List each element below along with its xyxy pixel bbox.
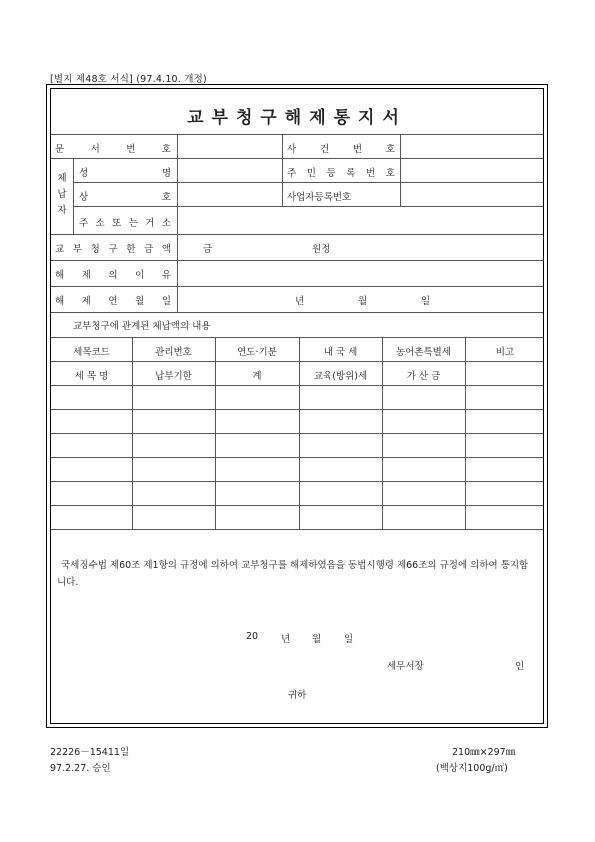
- footer-paper-size: 210㎜×297㎜: [452, 747, 516, 758]
- col-header: 관리번호: [155, 347, 192, 358]
- rule: [73, 158, 74, 234]
- rule: [132, 337, 133, 529]
- col-header: 가 산 금: [406, 371, 441, 382]
- doc-number-label: 문 서 번 호: [55, 144, 171, 155]
- rule: [51, 433, 543, 434]
- rule: [51, 286, 543, 287]
- release-date-label: 해 제 연 월 일: [55, 296, 171, 307]
- rule: [51, 385, 543, 386]
- amount-suffix: 원정: [312, 244, 331, 255]
- rule: [465, 337, 466, 529]
- form-inner: [50, 88, 544, 724]
- rule: [282, 134, 283, 206]
- rule: [51, 260, 543, 261]
- rule: [400, 134, 401, 206]
- col-header: 교육(방위)세: [313, 371, 368, 382]
- footer-approval-number: 22226－15411일: [50, 747, 130, 758]
- col-header: 계: [252, 371, 262, 382]
- trade-name-label: 상 호: [79, 192, 171, 203]
- form-title: 교부청구해제통지서: [187, 108, 407, 128]
- form-frame: [46, 84, 548, 728]
- seal-mark: 인: [515, 661, 525, 672]
- rule: [382, 337, 383, 529]
- rule: [51, 529, 543, 530]
- rule: [51, 361, 543, 362]
- resident-number-label: 주 민 등 록 번 호: [287, 168, 395, 179]
- notice-text: 국세징수법 제60조 제1항의 규정에 의하여 교부청구를 해제하였음을 동법시행령 제66조의 규정에 의하여 통지합니다.: [57, 560, 529, 588]
- recipient-label: 귀하: [288, 690, 307, 701]
- footer-paper-type: (백상지100g/㎡): [436, 763, 508, 774]
- rule: [51, 481, 543, 482]
- date-year-prefix: 20: [246, 631, 259, 642]
- delinquent-label: 체 납 자: [57, 173, 67, 216]
- rule: [73, 182, 543, 183]
- rule: [51, 409, 543, 410]
- rule: [51, 312, 543, 313]
- date-year-label: 년: [281, 634, 291, 645]
- signer-office: 세무서장: [387, 661, 424, 672]
- release-month-label: 월: [358, 296, 368, 307]
- date-month-label: 월: [312, 634, 322, 645]
- rule: [51, 158, 543, 159]
- form-header: [별지 제48호 서식] (97.4.10. 개정): [50, 74, 207, 85]
- rule: [51, 234, 543, 235]
- col-header: 세 목 명: [74, 371, 109, 382]
- claim-amount-label: 교 부 청 구 한 금 액: [55, 244, 171, 255]
- address-label: 주 소 또 는 거 소: [79, 218, 171, 229]
- col-header: 내 국 세: [323, 347, 358, 358]
- col-header: 비고: [495, 347, 515, 358]
- rule: [215, 337, 216, 529]
- date-day-label: 일: [344, 634, 354, 645]
- footer-approval-date: 97.2.27. 승인: [50, 763, 111, 774]
- col-header: 농어촌특별세: [395, 347, 452, 358]
- release-reason-label: 해 제 의 이 유: [55, 270, 171, 281]
- case-number-label: 사 건 번 호: [287, 144, 395, 155]
- rule: [177, 134, 178, 312]
- release-year-label: 년: [295, 296, 305, 307]
- rule: [51, 505, 543, 506]
- col-header: 연도·기분: [237, 347, 277, 358]
- rule: [51, 337, 543, 338]
- rule: [51, 457, 543, 458]
- name-label: 성 명: [79, 168, 171, 179]
- rule: [73, 206, 543, 207]
- rule: [299, 337, 300, 529]
- release-day-label: 일: [421, 296, 431, 307]
- rule: [51, 134, 543, 135]
- col-header: 납부기한: [155, 371, 192, 382]
- amount-prefix: 금: [203, 244, 213, 255]
- section-label: 교부청구에 관계된 체납액의 내용: [73, 321, 211, 332]
- business-number-label: 사업자등록번호: [287, 192, 352, 203]
- col-header: 세목코드: [73, 347, 110, 358]
